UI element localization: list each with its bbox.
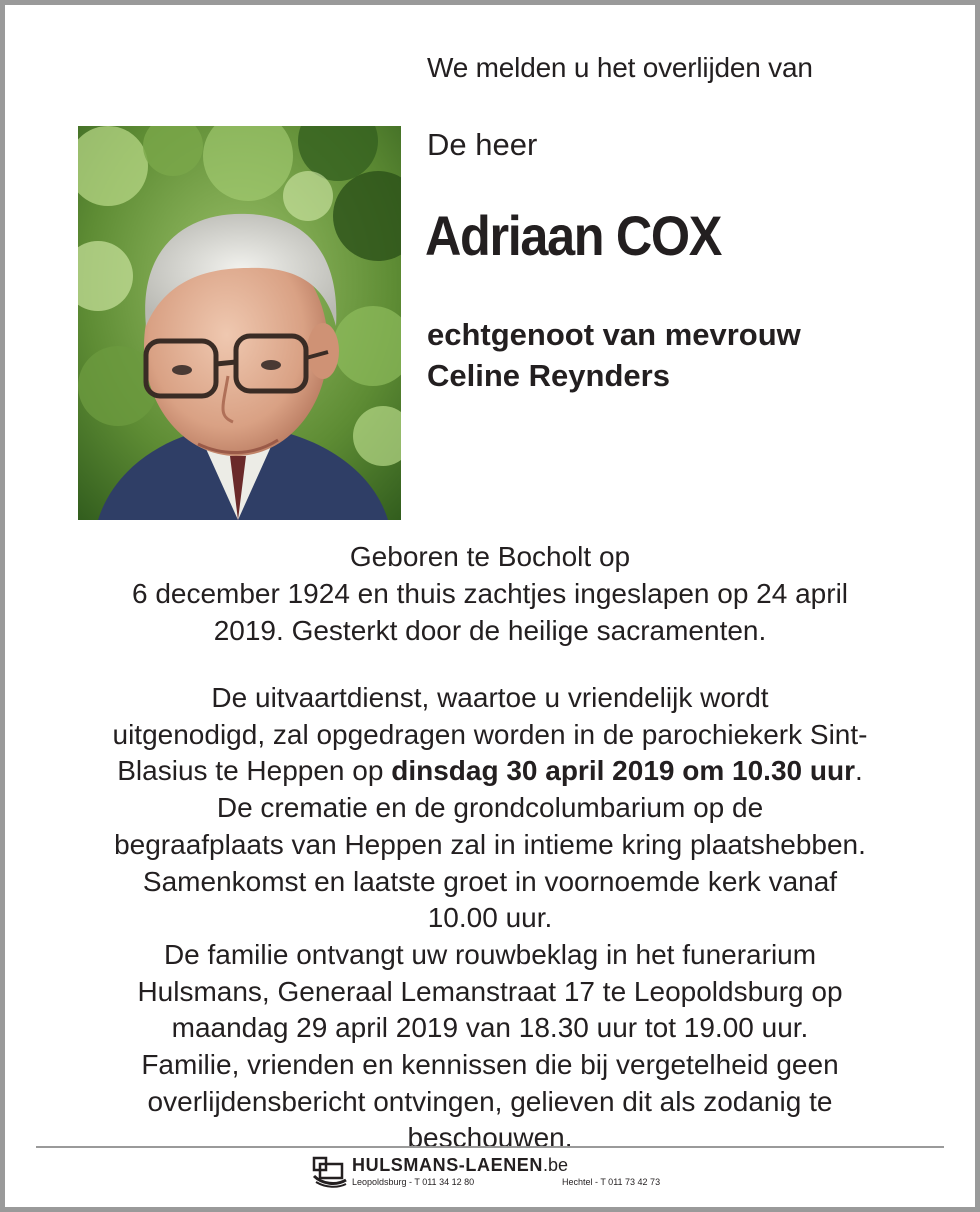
brand-tld: .be bbox=[543, 1155, 569, 1175]
service-line-12: overlijdensbericht ontvingen, gelieven dit als zodanig te bbox=[147, 1085, 833, 1117]
funeral-home-brand bbox=[352, 1155, 568, 1176]
service-date-time: dinsdag 30 april 2019 om 10.30 uur bbox=[391, 755, 855, 787]
service-line-3 bbox=[40, 753, 940, 790]
service-line-4: De crematie en de grondcolumbarium op de bbox=[216, 792, 764, 824]
spouse-info bbox=[427, 314, 801, 396]
service-line-11: Familie, vrienden en kennissen die bij vergetelheid geen bbox=[141, 1049, 839, 1081]
portrait-photo bbox=[78, 126, 401, 520]
footer-divider bbox=[36, 1146, 944, 1148]
service-line-8: De familie ontvangt uw rouwbeklag in het funerarium bbox=[163, 938, 817, 970]
address-hechtel: Hechtel - T 011 73 42 73 bbox=[562, 1177, 661, 1187]
intro-text: We melden u het overlijden van bbox=[427, 52, 813, 83]
born-line-3: 2019. Gesterkt door de heilige sacramenten. bbox=[213, 615, 767, 646]
service-line-2: uitgenodigd, zal opgedragen worden in de parochiekerk Sint- bbox=[112, 718, 868, 750]
service-line-3-prefix: Blasius te Heppen op bbox=[117, 755, 392, 787]
birth-death-paragraph bbox=[40, 538, 940, 649]
born-line-2: 6 december 1924 en thuis zachtjes ingeslapen op 24 april bbox=[131, 578, 849, 609]
service-line-9: Hulsmans, Generaal Lemanstraat 17 te Leopoldsburg op bbox=[137, 975, 843, 1007]
spouse-line-1: echtgenoot van mevrouw bbox=[427, 317, 801, 352]
service-line-10: maandag 29 april 2019 van 18.30 uur tot 19.00 uur. bbox=[171, 1012, 809, 1044]
service-line-1: De uitvaartdienst, waartoe u vriendelijk wordt bbox=[211, 682, 769, 713]
spouse-line-2: Celine Reynders bbox=[427, 358, 670, 393]
funeral-home-logo-icon bbox=[312, 1154, 348, 1188]
service-line-6: Samenkomst en laatste groet in voornoemde kerk vanaf bbox=[142, 865, 838, 897]
service-line-5: begraafplaats van Heppen zal in intieme kring plaatshebben. bbox=[114, 828, 866, 860]
address-leopoldsburg: Leopoldsburg - T 011 34 12 80 bbox=[352, 1177, 475, 1187]
deceased-name: Adriaan COX bbox=[425, 204, 722, 267]
brand-name: HULSMANS-LAENEN bbox=[352, 1155, 543, 1175]
honorific-title: De heer bbox=[427, 127, 538, 162]
funeral-service-paragraph bbox=[40, 680, 940, 1157]
service-line-7: 10.00 uur. bbox=[427, 902, 553, 934]
service-line-3-suffix: . bbox=[854, 755, 863, 787]
service-line-13: beschouwen. bbox=[407, 1122, 573, 1154]
born-line-1: Geboren te Bocholt op bbox=[349, 541, 631, 572]
